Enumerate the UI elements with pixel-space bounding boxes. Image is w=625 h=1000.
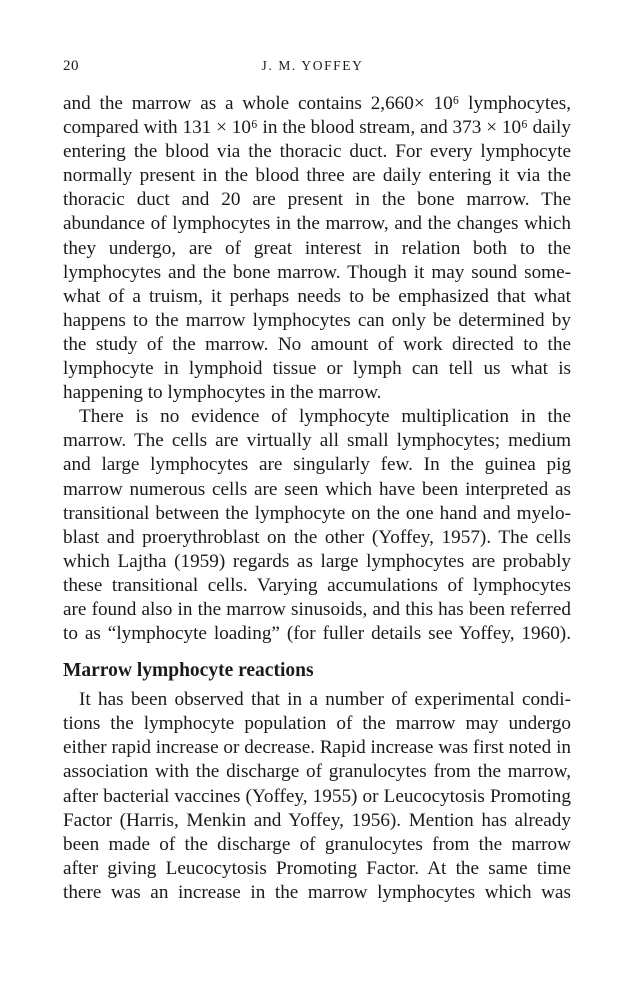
text-line: lymphocyte in lymphoid tissue or lymph can tell us what is: [63, 358, 571, 380]
text-line: happens to the marrow lymphocytes can only be determined by: [63, 309, 571, 331]
text-line: happening to lymphocytes in the marrow.: [63, 382, 382, 404]
text-line: which Lajtha (1959) regards as large lymphocytes are probably: [63, 550, 571, 572]
text-line: after bacterial vaccines (Yoffey, 1955) or Leucocytosis Promoting: [63, 785, 571, 807]
section-heading: Marrow lymphocyte reactions: [63, 660, 314, 682]
text-line: are found also in the marrow sinusoids, and this has been referred: [63, 598, 571, 620]
paragraph: [63, 92, 571, 405]
text-line: after giving Leucocytosis Promoting Factor. At the same time: [63, 857, 571, 879]
text-line: either rapid increase or decrease. Rapid increase was first noted in: [63, 737, 571, 759]
text-line: marrow. The cells are virtually all small lymphocytes; medium: [63, 430, 571, 452]
text-line: Factor (Harris, Menkin and Yoffey, 1956). Mention has already: [63, 809, 571, 831]
page-body: [63, 92, 571, 905]
text-line: thoracic duct and 20 are present in the bone marrow. The: [63, 189, 571, 211]
text-line: the study of the marrow. No amount of work directed to the: [63, 333, 571, 355]
text-line: and the marrow as a whole contains 2,660× 10⁶ lymphocytes,: [63, 93, 571, 114]
paragraph: [63, 688, 571, 905]
text-line: association with the discharge of granulocytes from the marrow,: [63, 761, 571, 783]
text-line: there was an increase in the marrow lymphocytes which was: [63, 881, 571, 903]
text-line: transitional between the lymphocyte on the one hand and myelo-: [63, 502, 571, 524]
text-line: they undergo, are of great interest in relation both to the: [63, 237, 571, 259]
text-line: There is no evidence of lymphocyte multiplication in the: [79, 406, 571, 428]
text-line: been made of the discharge of granulocytes from the marrow: [63, 833, 571, 855]
text-line: compared with 131 × 10⁶ in the blood stream, and 373 × 10⁶ daily: [63, 117, 571, 139]
text-line: to as “lymphocyte loading” (for fuller details see Yoffey, 1960).: [63, 623, 571, 645]
running-head: J. M. YOFFEY: [261, 58, 364, 73]
page-number: 20: [63, 58, 79, 74]
text-line: entering the blood via the thoracic duct. For every lymphocyte: [63, 141, 571, 163]
text-line: lymphocytes and the bone marrow. Though it may sound some-: [63, 261, 571, 283]
text-line: blast and proerythroblast on the other (Yoffey, 1957). The cells: [63, 526, 571, 548]
text-line: It has been observed that in a number of experimental condi-: [79, 689, 571, 711]
text-line: and large lymphocytes are singularly few. In the guinea pig: [63, 454, 571, 476]
paragraph: [63, 405, 571, 646]
text-line: what of a truism, it perhaps needs to be emphasized that what: [63, 285, 571, 307]
text-line: marrow numerous cells are seen which have been interpreted as: [63, 478, 571, 500]
text-line: these transitional cells. Varying accumulations of lymphocytes: [63, 574, 571, 596]
text-line: tions the lymphocyte population of the marrow may undergo: [63, 713, 571, 735]
text-line: abundance of lymphocytes in the marrow, and the changes which: [63, 213, 571, 235]
text-line: normally present in the blood three are daily entering it via the: [63, 165, 571, 187]
